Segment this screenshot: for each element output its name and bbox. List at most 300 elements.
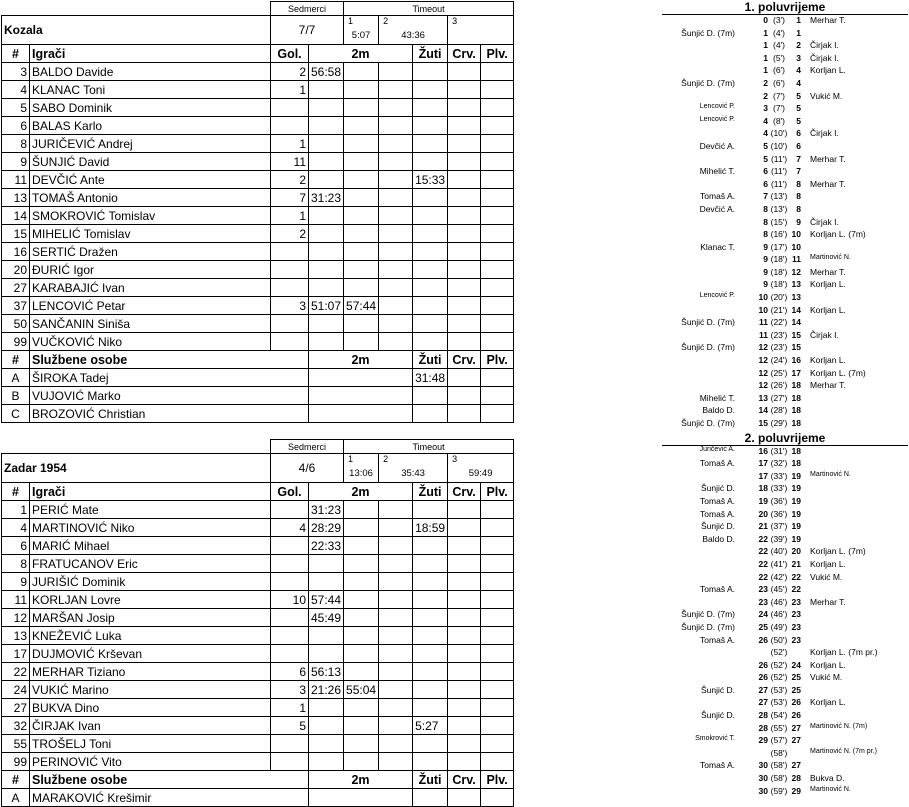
home-score: 11 (759, 317, 768, 328)
player-2min-1 (309, 717, 344, 735)
player-name: MERHAR Tiziano (30, 663, 271, 681)
away-scorer: Korljan L. (7m) (810, 367, 866, 378)
player-name: SMOKROVIĆ Tomislav (30, 207, 271, 225)
player-red-card (448, 225, 481, 243)
event-minute: (15') (770, 216, 788, 227)
away-score: 28 (791, 773, 801, 784)
event-row (662, 710, 908, 723)
player-goals: 10 (271, 591, 309, 609)
officials-header: Službene osobe (30, 771, 309, 789)
event-row (662, 368, 908, 381)
event-minute: (50') (770, 634, 788, 645)
player-2min-3 (379, 627, 413, 645)
player-number: 32 (2, 717, 30, 735)
event-minute: (53') (770, 697, 788, 708)
player-2min-2 (344, 501, 379, 519)
player-row (2, 225, 514, 243)
player-2min-1 (309, 753, 344, 771)
officials-yellow-header: Žuti (413, 351, 448, 369)
player-2min-2 (344, 315, 379, 333)
player-goals: 7 (271, 189, 309, 207)
player-number: 37 (2, 297, 30, 315)
home-score: 4 (763, 128, 768, 139)
player-red-card (448, 279, 481, 297)
col-yellow-header: Žuti (413, 45, 448, 63)
home-scorer: Šunjić D. (700, 684, 735, 695)
event-row (662, 483, 908, 496)
player-row (2, 717, 514, 735)
player-2min-1 (309, 117, 344, 135)
away-scorer: Čirjak I. (810, 52, 839, 63)
player-2min-1 (309, 279, 344, 297)
player-yellow-card (413, 699, 448, 717)
player-2min-2 (344, 537, 379, 555)
home-score: 8 (763, 216, 768, 227)
away-scorer: Vukić M. (810, 90, 843, 101)
event-minute: (6') (772, 77, 785, 88)
home-scorer: Šunjić D. (7m) (681, 317, 735, 328)
event-row (662, 279, 908, 292)
half-title: 2. poluvrijeme (662, 431, 908, 446)
player-2min-1: 22:33 (309, 537, 344, 555)
player-2min-3 (379, 333, 413, 351)
player-name: JURIČEVIĆ Andrej (30, 135, 271, 153)
event-row (662, 509, 908, 522)
player-name: BUKVA Dino (30, 699, 271, 717)
player-blue-card (481, 735, 514, 753)
away-score: 13 (791, 292, 801, 303)
timeout-2: 2 35:43 (379, 454, 448, 483)
player-2min-1 (309, 555, 344, 573)
player-2min-2 (344, 81, 379, 99)
player-goals (271, 645, 309, 663)
event-row (662, 380, 908, 393)
player-2min-2 (344, 63, 379, 81)
home-scorer: Šunjić D. (7m) (681, 77, 735, 88)
away-scorer: Merhar T. (810, 380, 846, 391)
player-name: SANČANIN Siniša (30, 315, 271, 333)
away-scorer: Merhar T. (810, 266, 846, 277)
player-row (2, 573, 514, 591)
player-2min-2 (344, 591, 379, 609)
home-score: 3 (763, 103, 768, 114)
player-2min-1 (309, 315, 344, 333)
player-2min-2 (344, 279, 379, 297)
event-row (662, 355, 908, 368)
player-number: 6 (2, 537, 30, 555)
player-2min-3 (379, 171, 413, 189)
player-row (2, 99, 514, 117)
player-2min-1: 21:26 (309, 681, 344, 699)
event-minute: (11') (770, 178, 788, 189)
player-goals: 1 (271, 81, 309, 99)
away-score: 21 (791, 558, 801, 569)
home-scorer: Mihelić T. (699, 392, 735, 403)
player-yellow-card (413, 537, 448, 555)
player-yellow-card (413, 645, 448, 663)
away-scorer: Čirjak I. (810, 128, 839, 139)
event-minute: (33') (770, 483, 788, 494)
timeout-3: 3 (448, 16, 514, 45)
player-blue-card (481, 117, 514, 135)
player-blue-card (481, 261, 514, 279)
player-name: TOMAŠ Antonio (30, 189, 271, 207)
event-row (662, 254, 908, 267)
event-row (662, 760, 908, 773)
home-score: 9 (763, 266, 768, 277)
official-2min (309, 789, 413, 807)
official-blue-card (481, 369, 514, 387)
player-number: 13 (2, 627, 30, 645)
away-score: 25 (791, 672, 801, 683)
player-goals: 1 (271, 207, 309, 225)
away-scorer: Bukva D. (810, 773, 845, 784)
player-name: MARTINOVIĆ Niko (30, 519, 271, 537)
official-letter: A (2, 369, 30, 387)
player-red-card (448, 663, 481, 681)
home-scorer: Lencović P. (699, 103, 735, 111)
home-score: 23 (758, 584, 768, 595)
player-red-card (448, 261, 481, 279)
player-yellow-card (413, 663, 448, 681)
event-minute: (21') (770, 304, 788, 315)
player-2min-3 (379, 63, 413, 81)
player-yellow-card (413, 333, 448, 351)
home-score: 2 (763, 90, 768, 101)
player-number: 1 (2, 501, 30, 519)
player-row (2, 135, 514, 153)
player-goals (271, 735, 309, 753)
home-score: 7 (763, 191, 768, 202)
player-number: 4 (2, 81, 30, 99)
away-score: 29 (791, 785, 801, 796)
player-2min-1 (309, 261, 344, 279)
player-red-card (448, 735, 481, 753)
home-scorer: Lencović P. (699, 115, 735, 123)
col-red-header: Crv. (448, 483, 481, 501)
player-2min-2 (344, 627, 379, 645)
player-2min-2 (344, 663, 379, 681)
home-score: 17 (758, 458, 768, 469)
player-number: 13 (2, 189, 30, 207)
player-blue-card (481, 501, 514, 519)
player-red-card (448, 153, 481, 171)
player-2min-2 (344, 225, 379, 243)
player-row (2, 261, 514, 279)
player-yellow-card (413, 279, 448, 297)
player-2min-3 (379, 735, 413, 753)
player-number: 14 (2, 207, 30, 225)
player-red-card (448, 297, 481, 315)
home-score: 13 (758, 392, 768, 403)
away-score: 18 (791, 458, 801, 469)
away-score: 15 (791, 342, 801, 353)
player-number: 9 (2, 573, 30, 591)
player-row (2, 297, 514, 315)
away-score: 23 (791, 621, 801, 632)
event-minute: (13') (770, 191, 788, 202)
col-num-header: # (2, 45, 30, 63)
player-blue-card (481, 627, 514, 645)
event-minute: (46') (770, 596, 788, 607)
timeout-label: Timeout (344, 2, 514, 16)
player-2min-1: 31:23 (309, 501, 344, 519)
event-minute: (52') (770, 659, 788, 670)
player-row (2, 333, 514, 351)
player-2min-1: 56:13 (309, 663, 344, 681)
player-2min-3 (379, 501, 413, 519)
event-row (662, 786, 908, 799)
player-number: 99 (2, 333, 30, 351)
event-minute: (40') (770, 546, 788, 557)
timeout-1: 1 13:06 (344, 454, 379, 483)
player-number: 9 (2, 153, 30, 171)
player-yellow-card (413, 297, 448, 315)
player-blue-card (481, 81, 514, 99)
player-row (2, 627, 514, 645)
player-blue-card (481, 99, 514, 117)
player-goals (271, 315, 309, 333)
player-row (2, 735, 514, 753)
player-2min-2 (344, 645, 379, 663)
player-goals (271, 261, 309, 279)
away-score: 22 (791, 584, 801, 595)
away-score: 9 (796, 216, 801, 227)
home-score: 24 (758, 609, 768, 620)
player-yellow-card (413, 99, 448, 117)
event-minute: (52') (770, 647, 788, 658)
player-2min-2 (344, 153, 379, 171)
home-score: 29 (758, 735, 768, 746)
away-score: 6 (796, 128, 801, 139)
player-name: DEVČIĆ Ante (30, 171, 271, 189)
col-blue-header: Plv. (481, 45, 514, 63)
player-goals: 5 (271, 717, 309, 735)
player-yellow-card (413, 609, 448, 627)
player-goals (271, 117, 309, 135)
player-number: 27 (2, 699, 30, 717)
player-number: 99 (2, 753, 30, 771)
player-row (2, 555, 514, 573)
player-2min-2 (344, 735, 379, 753)
player-2min-1: 56:58 (309, 63, 344, 81)
player-red-card (448, 627, 481, 645)
player-blue-card (481, 171, 514, 189)
event-minute: (53') (770, 684, 788, 695)
official-yellow-card (413, 387, 448, 405)
home-scorer: Šunjić D. (700, 521, 735, 532)
player-name: PERINOVIĆ Vito (30, 753, 271, 771)
player-2min-1 (309, 699, 344, 717)
player-2min-3 (379, 681, 413, 699)
player-blue-card (481, 63, 514, 81)
event-row (662, 103, 908, 116)
official-blue-card (481, 387, 514, 405)
event-minute: (33') (770, 470, 788, 481)
away-score: 17 (791, 367, 801, 378)
player-goals: 11 (271, 153, 309, 171)
player-name: BALAS Karlo (30, 117, 271, 135)
away-scorer: Korljan L. (810, 558, 846, 569)
player-2min-3 (379, 753, 413, 771)
player-yellow-card: 5:27 (413, 717, 448, 735)
event-row (662, 446, 908, 459)
event-minute: (11') (770, 166, 788, 177)
event-row (662, 305, 908, 318)
away-scorer: Vukić M. (810, 672, 843, 683)
player-2min-3 (379, 645, 413, 663)
away-score: 16 (791, 355, 801, 366)
event-minute: (13') (770, 203, 788, 214)
away-score: 27 (791, 735, 801, 746)
player-blue-card (481, 243, 514, 261)
event-row (662, 697, 908, 710)
player-red-card (448, 537, 481, 555)
player-blue-card (481, 135, 514, 153)
home-scorer: Tomaš A. (700, 191, 735, 202)
official-row (2, 369, 514, 387)
timeout-2: 2 43:36 (379, 16, 448, 45)
player-2min-1 (309, 225, 344, 243)
home-score: 21 (758, 521, 768, 532)
col-num-header: # (2, 483, 30, 501)
player-red-card (448, 243, 481, 261)
official-letter: C (2, 405, 30, 423)
away-scorer: Čirjak I. (810, 40, 839, 51)
player-yellow-card: 18:59 (413, 519, 448, 537)
event-minute: (20') (770, 292, 788, 303)
player-2min-1: 28:29 (309, 519, 344, 537)
event-minute: (23') (770, 342, 788, 353)
player-2min-3 (379, 555, 413, 573)
player-name: SABO Dominik (30, 99, 271, 117)
event-minute: (46') (770, 609, 788, 620)
col-players-header: Igrači (30, 483, 271, 501)
player-2min-3 (379, 717, 413, 735)
home-score: 22 (758, 546, 768, 557)
player-blue-card (481, 153, 514, 171)
home-score: 0 (763, 15, 768, 25)
event-minute: (59') (770, 785, 788, 796)
timeout-1: 1 5:07 (344, 16, 379, 45)
home-score: 10 (758, 292, 768, 303)
event-minute: (10') (770, 128, 788, 139)
player-row (2, 207, 514, 225)
player-red-card (448, 681, 481, 699)
player-2min-1 (309, 81, 344, 99)
player-blue-card (481, 609, 514, 627)
away-score: 2 (796, 40, 801, 51)
player-2min-3 (379, 297, 413, 315)
away-scorer: Korljan L. (7m) (810, 229, 866, 240)
away-score: 20 (791, 546, 801, 557)
player-name: BALDO Davide (30, 63, 271, 81)
player-2min-1: 31:23 (309, 189, 344, 207)
home-score: 19 (758, 495, 768, 506)
event-row (662, 521, 908, 534)
player-blue-card (481, 717, 514, 735)
home-score: 9 (763, 254, 768, 265)
away-score: 19 (791, 495, 801, 506)
player-number: 50 (2, 315, 30, 333)
away-score: 23 (791, 609, 801, 620)
event-minute: (42') (770, 571, 788, 582)
home-score: 16 (758, 445, 768, 456)
event-row (662, 191, 908, 204)
event-minute: (8') (772, 115, 785, 126)
official-row (2, 789, 514, 807)
player-red-card (448, 645, 481, 663)
home-scorer: Šunjić D. (7m) (681, 418, 735, 428)
player-red-card (448, 117, 481, 135)
event-minute: (11') (770, 153, 788, 164)
event-row (662, 418, 908, 431)
away-score: 5 (796, 115, 801, 126)
home-scorer: Šunjić D. (7m) (681, 621, 735, 632)
player-yellow-card (413, 735, 448, 753)
player-yellow-card (413, 261, 448, 279)
player-goals (271, 243, 309, 261)
player-blue-card (481, 315, 514, 333)
player-2min-2 (344, 171, 379, 189)
player-row (2, 63, 514, 81)
event-minute: (6') (772, 65, 785, 76)
col-red-header: Crv. (448, 45, 481, 63)
player-2min-2: 55:04 (344, 681, 379, 699)
home-score: 9 (763, 279, 768, 290)
home-score: 5 (763, 140, 768, 151)
player-name: VUČKOVIĆ Niko (30, 333, 271, 351)
player-number: 17 (2, 645, 30, 663)
home-score: 1 (763, 27, 768, 38)
event-row (662, 40, 908, 53)
player-row (2, 681, 514, 699)
team-name: Zadar 1954 (2, 454, 271, 483)
player-number: 24 (2, 681, 30, 699)
player-name: PERIĆ Mate (30, 501, 271, 519)
player-red-card (448, 135, 481, 153)
player-red-card (448, 333, 481, 351)
home-score: 22 (758, 533, 768, 544)
col-yellow-header: Žuti (413, 483, 448, 501)
player-number: 8 (2, 135, 30, 153)
event-minute: (10') (770, 140, 788, 151)
home-score: 25 (758, 621, 768, 632)
home-scorer: Šunjić D. (700, 710, 735, 721)
player-number: 6 (2, 117, 30, 135)
col-goals-header: Gol. (271, 45, 309, 63)
player-yellow-card (413, 681, 448, 699)
player-2min-1 (309, 153, 344, 171)
event-row (662, 28, 908, 41)
team-table-away (1, 439, 514, 807)
officials-red-header: Crv. (448, 351, 481, 369)
away-score: 18 (791, 445, 801, 456)
event-row (662, 660, 908, 673)
player-red-card (448, 699, 481, 717)
event-minute: (41') (770, 558, 788, 569)
event-minute: (54') (770, 710, 788, 721)
event-row (662, 672, 908, 685)
official-blue-card (481, 405, 514, 423)
home-scorer: Lencović P. (699, 292, 735, 300)
player-number: 22 (2, 663, 30, 681)
player-number: 20 (2, 261, 30, 279)
event-row (662, 330, 908, 343)
player-2min-1 (309, 573, 344, 591)
event-row (662, 267, 908, 280)
home-score: 22 (758, 558, 768, 569)
